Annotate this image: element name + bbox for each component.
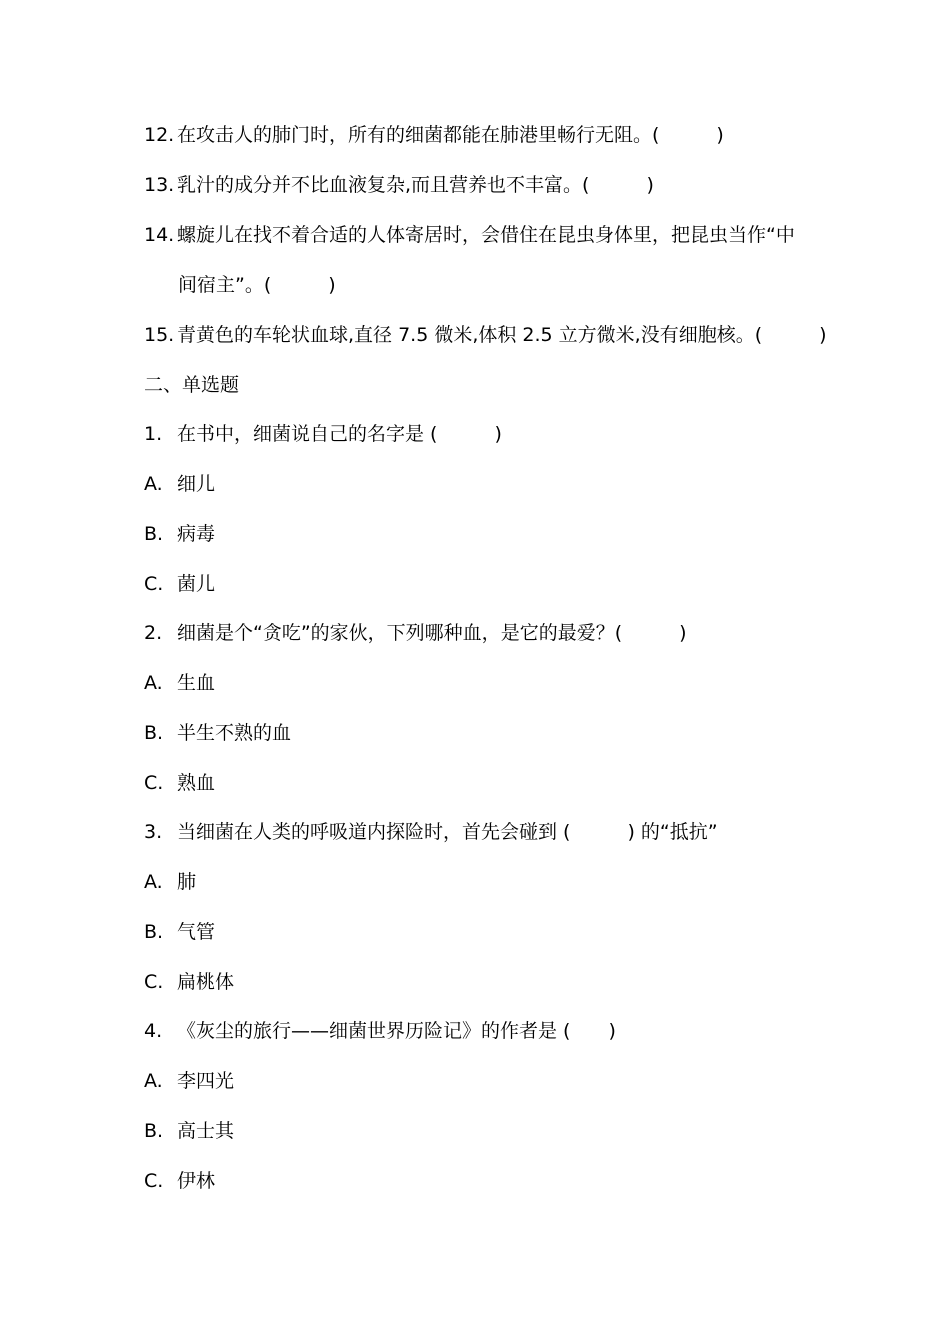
question-number: 1. [144,423,163,445]
option-text: 半生不熟的血 [177,722,292,744]
question-text: 在书中，细菌说自己的名字是 ( ) [177,423,502,445]
option-label: B. [144,921,164,943]
option-text: 肺 [177,871,197,893]
option-2b [144,718,291,748]
option-3a [144,867,196,897]
question-number: 14. [144,224,175,246]
question-1 [144,419,502,449]
option-text: 病毒 [177,523,216,545]
option-text: 气管 [177,921,216,943]
question-3 [144,817,718,847]
option-text: 伊林 [177,1170,216,1192]
option-label: C. [144,971,164,993]
question-number: 13. [144,174,175,196]
question-number: 2. [144,622,163,644]
option-text: 菌儿 [177,573,216,595]
question-2 [144,618,687,648]
option-text: 熟血 [177,772,216,794]
option-2a [144,668,215,698]
question-text: 当细菌在人类的呼吸道内探险时，首先会碰到 ( ) 的“抵抗” [177,821,718,843]
judgement-item-12 [144,120,724,150]
question-text: 乳汁的成分并不比血液复杂,而且营养也不丰富。( ) [177,174,654,196]
option-3c [144,967,234,997]
option-text: 生血 [177,672,216,694]
option-label: A. [144,672,163,694]
option-label: B. [144,1120,164,1142]
question-number: 15. [144,324,175,346]
option-text: 高士其 [177,1120,235,1142]
judgement-item-13 [144,170,654,200]
option-1a [144,469,215,499]
option-label: A. [144,871,163,893]
question-text: 《灰尘的旅行——细菌世界历险记》的作者是 ( ) [177,1020,616,1042]
option-2c [144,768,215,798]
option-4c [144,1166,215,1196]
option-text: 细儿 [177,473,216,495]
option-4a [144,1066,234,1096]
question-text: 细菌是个“贪吃”的家伙，下列哪种血，是它的最爱？( ) [177,622,687,644]
option-label: C. [144,1170,164,1192]
question-number: 12. [144,124,175,146]
question-4 [144,1016,616,1046]
option-3b [144,917,215,947]
option-1c [144,569,215,599]
question-text: 螺旋儿在找不着合适的人体寄居时，会借住在昆虫身体里，把昆虫当作“中 [177,224,795,246]
judgement-item-14-continuation: 间宿主”。( ) [178,274,336,296]
question-number: 3. [144,821,163,843]
judgement-item-15 [144,320,827,350]
option-label: A. [144,473,163,495]
option-label: B. [144,722,164,744]
option-label: B. [144,523,164,545]
question-number: 4. [144,1020,163,1042]
option-text: 李四光 [177,1070,235,1092]
option-label: A. [144,1070,163,1092]
option-label: C. [144,573,164,595]
judgement-item-14 [144,220,795,250]
option-1b [144,519,215,549]
option-4b [144,1116,234,1146]
section-title: 二、单选题 [144,374,240,396]
option-label: C. [144,772,164,794]
option-text: 扁桃体 [177,971,235,993]
question-text: 在攻击人的肺门时，所有的细菌都能在肺港里畅行无阻。( ) [177,124,724,146]
question-text: 青黄色的车轮状血球,直径 7.5 微米,体积 2.5 立方微米,没有细胞核。( ) [177,324,827,346]
